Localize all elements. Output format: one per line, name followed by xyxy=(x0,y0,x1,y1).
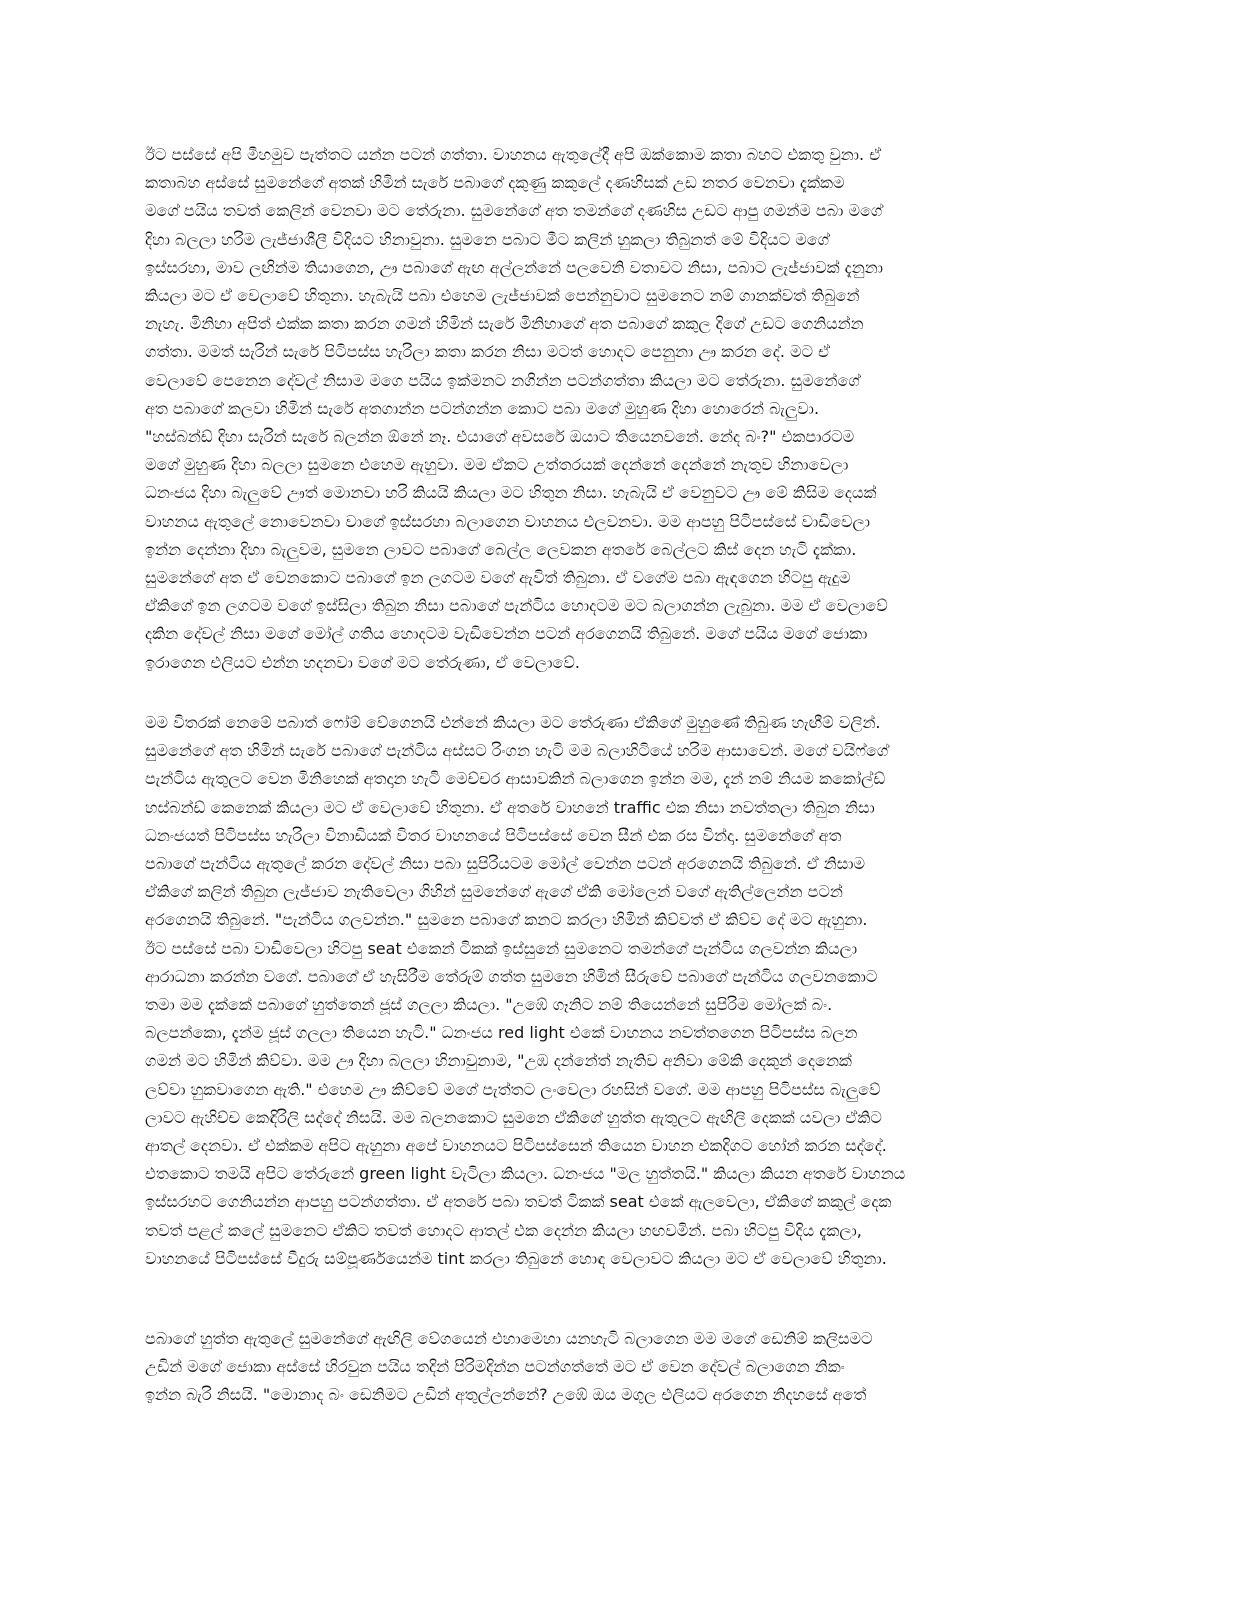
text-line: සුමනේගේ අත හිමින් සැරේ පබාගේ පැන්ටිය අස්සට රිංගන හැටි මම බලාහිටියේ හරිම ආසාවෙන්. මගේ වයිෆ්ගේ xyxy=(145,741,889,761)
text-line: වෙලාවේ පෙනෙන දේවල් නිසාම මගෙ පයිය ඉක්මනට නගින්න පටන්ගත්තා කියලා මට තේරුනා. සුමනේගේ xyxy=(145,370,860,390)
text-line: අරගෙනයි තිබුනේ. "පැන්ටිය ගලවන්න." සුමනෙ පබාගේ කනට කරලා හිමින් කිව්වත් ඒ කිව්ව දේ මට ඇහුනා. xyxy=(145,910,868,930)
text-line: කතාබහ අස්සේ සුමනේගේ අතක් හිමින් සැරේ පබාගේ දකුණු කකුලේ දණහිසක් උඩ නතර වෙනවා දැක්කම xyxy=(145,173,845,193)
text-line: නැහැ. මිනිහා අපිත් එක්ක කතා කරන ගමන් හිමින් සැරේ මිනිහාගේ අත පබාගේ කකුල දිගේ උඩට ගෙනියන්න xyxy=(145,314,864,334)
text-line: ඒකිගේ ඉන ලගටම වගේ ඉස්සිලා තිබුන නිසා පබාගේ පැන්ටිය හොදටම මට බලාගන්න ලැබුනා. මම ඒ වෙලාවේ xyxy=(145,596,888,616)
text-line: උඩින් මගේ ජොකා අස්සේ හිරවුන පයිය තදින් පිරිමදින්න පටන්ගත්තේ මට ඒ වෙන දේවල් බලාගෙන නිකං xyxy=(145,1357,845,1377)
text-line: ඉන්න දෙන්නා දිහා බැලුවම, සුමනෙ ලාවට පබාගේ බෙල්ල ලෙවකන අතරේ බෙල්ලට කිස් දෙන හැටි දැක්කා. xyxy=(145,539,857,559)
paragraph-3 xyxy=(145,1325,1091,1410)
text-line: ඉස්සරහට ගෙනියන්න ආපහු පටන්ගත්තා. ඒ අතරේ පබා තවත් ටිකක් seat එකේ ඇලවෙලා, ඒකිගේ කකුල් දෙක xyxy=(145,1192,892,1212)
text-line: ඉස්සරහා, මාව ලඟින්ම තියාගෙන, ඌ පබාගේ ඇඟ අල්ලන්නේ පලවෙනි වතාවට නිසා, පබාට ලැජ්ජාවක් දැනුනා xyxy=(145,257,884,277)
text-line: තවත් පළල් කලේ සුමනෙට ඒකිට තවත් හොදට ආතල් එක දෙන්න කියලා හඟවමින්. පබා හිටපු විදිය දැකලා, xyxy=(145,1220,862,1240)
text-line: ඒකිගේ කලින් තිබුන ලැජ්ජාව නැතිවෙලා ගිහින් සුමනේගේ ඇගේ ඒකි මෝලෙන් වගේ ඇතිල්ලෙන්න පටන් xyxy=(145,882,843,902)
text-line: තමා මම දැක්කේ පබාගේ හුත්තෙන් ජූස් ගලලා කියලා. "උඹේ ගෑනිට නම් තියෙන්නේ සුපිරිම මෝලක් බං. xyxy=(145,995,833,1015)
text-line: අත පබාගේ කලවා හිමින් සැරේ අතගාන්න පටන්ගන්න කොට පබා මගේ මුහුණ දිහා හොරෙන් බැලුවා. xyxy=(145,398,820,418)
text-line: ඊට පස්සේ අපි මීහමුව පැත්තට යන්න පටන් ගත්තා. වාහනය ඇතුලේදී අපි ඔක්කොම කතා බහට එකතු වුනා. ඒ xyxy=(145,145,882,164)
paragraph-2 xyxy=(145,709,1091,1273)
text-line: පැන්ටිය ඇතුලට වෙන මිනිහෙක් අතදාන හැටි මෙච්චර ආසාවකින් බලාගෙන ඉන්න මම, දැන් නම් නියම කකෝල්ඩ් xyxy=(145,769,886,789)
text-line: කියලා මට ඒ වෙලාවේ හිතුනා. හැබැයි පබා එහෙම ලැජ්ජාවක් පෙන්නුවාට සුමනෙට නම් ගානක්වත් තිබුනේ xyxy=(145,286,860,306)
text-line: ගත්තා. මමත් සැරින් සැරේ පිටිපස්ස හැරිලා කතා කරන නිසා මටත් හොදට පෙනුනා ඌ කරන දේ. මට ඒ xyxy=(145,342,831,362)
text-line: ලව්වා හුකවාගෙන ඇති." එහෙම ඌ කිව්වේ මගේ පැත්තට ලංවෙලා රහසින් වගේ. මම ආපහු පිටිපස්ස බැලුවේ xyxy=(145,1079,881,1099)
text-line: ඊට පස්සේ පබා වාඩිවෙලා හිටපු seat එකෙන් ටිකක් ඉස්සුනේ සුමනෙට තමන්ගේ පැන්ටිය ගලවන්න කියලා xyxy=(145,938,858,958)
text-line: හස්බන්ඩ් කෙනෙක් කියලා මට ඒ වෙලාවේ හිතුනා. ඒ අතරේ වාහනේ traffic එක නිසා නවත්තලා තිබුන නිසා xyxy=(145,797,875,817)
text-line: පබාගේ හුත්ත ඇතුලේ සුමනේගේ ඇඟිලි වේගයෙන් එහාමෙහා යනහැටි බලාගෙන මම මගේ ඩෙනිම් කලිසමට xyxy=(145,1329,873,1348)
text-line: ධනංජය දිහා බැලුවේ ඌත් මොනවා හරි කියයි කියලා මට හිතුන නිසා. හැබැයි ඒ වෙනුවට ඌ මේ කිසිම දෙයක් xyxy=(145,483,877,503)
text-line: "හස්බන්ඩ් දිහා සැරින් සැරේ බලන්න ඕනේ නෑ. එයාගේ අවසරේ ඔයාට තියෙනවනේ. නේද බං?" එකපාරටම xyxy=(145,427,855,447)
text-line: ආතල් දෙනවා. ඒ එක්කම අපිට ඇහුනා අපේ වාහනයට පිටිපස්සෙන් තියෙන වාහන එකදිගට හෝන් කරන සද්දේ. xyxy=(145,1136,887,1156)
text-line: පබාගේ පැන්ටිය ඇතුලේ කරන දේවල් නිසා පබා සුපිරියටම මෝල් වෙන්න පටන් අරගෙනයි තිබුනේ. ඒ නිසාම xyxy=(145,854,866,874)
text-line: මම විතරක් නෙමේ පබාත් ෆෝම් වේගෙනයි එන්නේ කියලා මට තේරුණා ඒකිගේ මුහුණේ තිබුණ හැඟීම් වලින්. xyxy=(145,713,881,732)
text-line: බලපන්කො, දැන්ම ජූස් ගලලා තියෙන හැටි." ධනංජය red light එකේ වාහනය නවත්තගෙන පිටිපස්ස බලන xyxy=(145,1023,858,1043)
text-line: ලාවට ඇහිච්ච කෙඳිරිලි සද්දේ නිසයි. මම බලනකොට සුමනෙ ඒකිගේ හුත්ත ඇතුලට ඇඟිලි දෙකක් යවලා ඒකිට xyxy=(145,1107,882,1127)
text-line: ආරාධනා කරන්න වගේ. පබාගේ ඒ හැසිරීම තේරුම් ගත්ත සුමනෙ හිමින් සීරුවේ පබාගේ පැන්ටිය ගලවනකොට xyxy=(145,966,878,986)
text-line: සුමනේගේ අත ඒ වෙනකොට පබාගේ ඉන ලගටම වගේ ඇවිත් තිබුනා. ඒ වගේම පබා ඇඳගෙන හිටපු ඇදුම xyxy=(145,568,851,588)
text-line: ගමන් මට හිමින් කිව්වා. මම ඌ දිහා බලලා හිනාවුනාම, "උඹ දන්නේත් නැතිව අනිවා මේකි දෙකුන් දෙනෙක් xyxy=(145,1051,852,1071)
text-line: දකින දේවල් නිසා මගේ මෝල් ගතිය හොදටම වැඩිවෙන්න පටන් අරගෙනයි තිබුනේ. මගේ පයිය මගේ ජොකා xyxy=(145,624,868,644)
text-line: ඉරාගෙන එලියට එන්න හදනවා වගේ මට තේරුණා, ඒ වෙලාවේ. xyxy=(145,652,581,672)
text-line: මගේ පයිය තවත් කෙලින් වෙනවා මට තේරුනා. සුමනේගේ අත තමන්ගේ දණහිස උඩට ආපු ගමන්ම පබා මගේ xyxy=(145,201,883,221)
text-line: ඉන්න බැරි නිසයි. "මොනාද බං ඩෙනිමට උඩින් අතුල්ලන්නේ? උඹේ ඔය මගුල එලියට අරගෙන නිදහසේ අතේ xyxy=(145,1385,867,1405)
text-line: වාහනයේ පිටිපස්සේ වීදුරු සම්පූර්ණයෙන්ම tint කරලා තිබුනේ හොඳ වෙලාවට කියලා මට ඒ වෙලාවේ හිතුනා. xyxy=(145,1248,887,1268)
text-line: ධනංජයත් පිටිපස්ස හැරිලා විනාඩියක් විතර වාහනයේ පිටිපස්සේ වෙන සීන් එක රස වින්දා. සුමනේගේ අත xyxy=(145,825,842,845)
text-line: එතකොට තමයි අපිට තේරුනේ green light වැටිලා කියලා. ධනංජය "මල හුත්තයි." කියලා කියන අතරේ වාහනය xyxy=(145,1164,906,1184)
text-line: වාහනය ඇතුලේ නොවෙනවා වාගේ ඉස්සරහා බලාගෙන වාහනය එලවනවා. මම ආපහු පිටිපස්සේ වාඩිවෙලා xyxy=(145,511,870,531)
paragraph-1 xyxy=(145,141,1091,677)
text-line: මගේ මුහුණ දිහා බලලා සුමනෙ එහෙම ඇහුවා. මම ඒකට උත්තරයක් දෙන්නේ දෙන්නේ නැතුව හිනාවෙලා xyxy=(145,455,849,475)
text-line: දිහා බලලා හරිම ලැජ්ජාශීලී විදියට හිනාවුනා. සුමනෙ පබාට මීට කලින් හුකලා තිබුනත් මේ විදියට මගේ xyxy=(145,229,830,249)
